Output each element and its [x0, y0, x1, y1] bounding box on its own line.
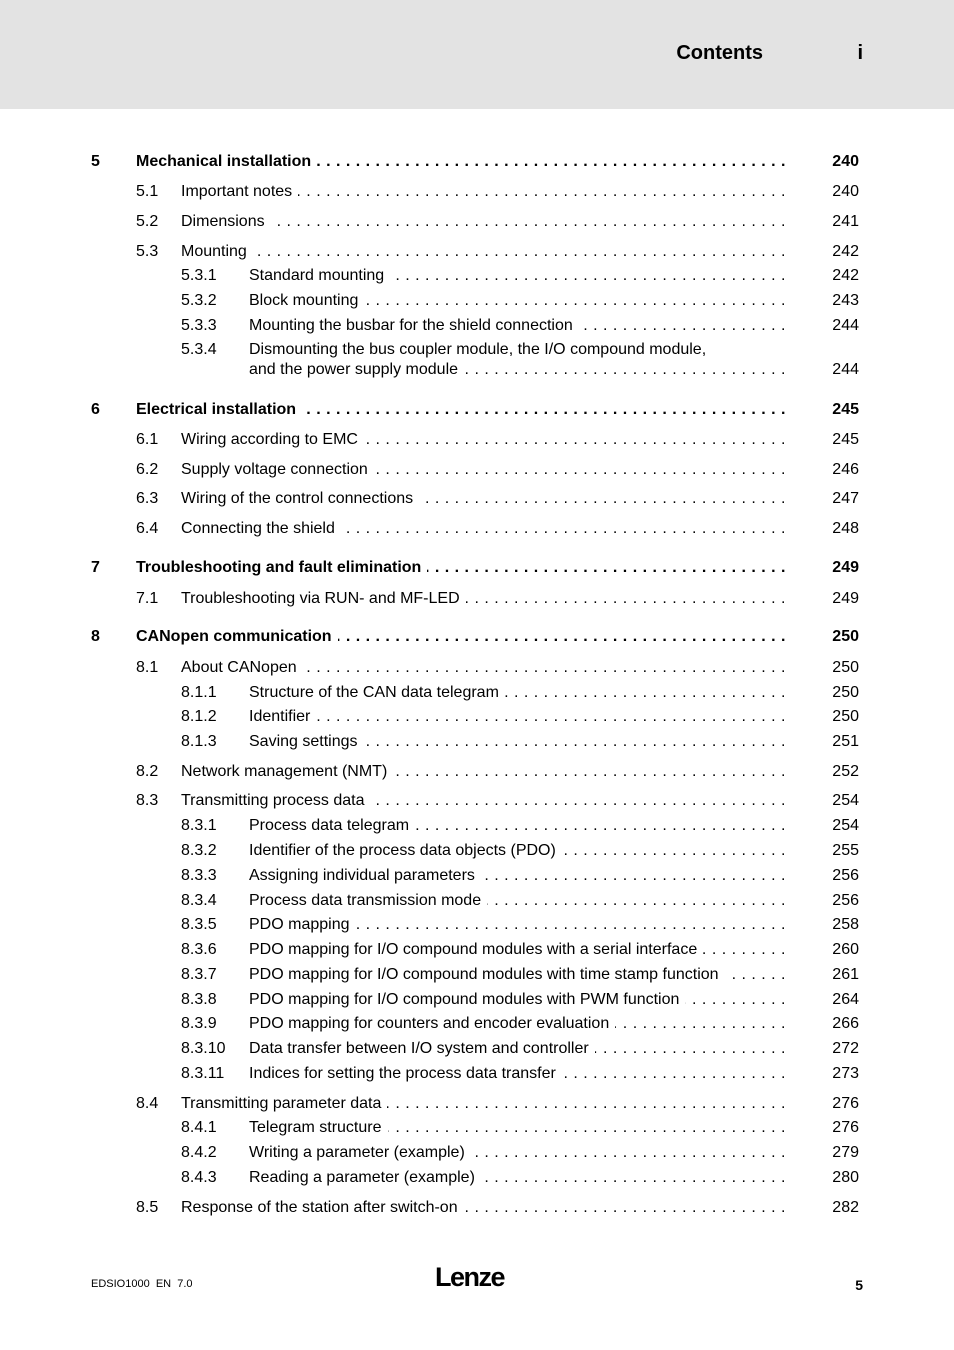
toc-entry[interactable] [0, 181, 954, 203]
toc-entry-page: 240 [832, 183, 859, 200]
toc-entry-number: 5.2 [136, 213, 159, 230]
toc-entry[interactable] [0, 488, 954, 510]
toc-entry-number: 8.4 [136, 1095, 159, 1112]
toc-leader-dots [249, 815, 786, 837]
toc-entry-page: 256 [832, 892, 859, 909]
toc-chapter-entry[interactable] [0, 557, 954, 579]
toc-entry-page: 243 [832, 292, 859, 309]
toc-entry-page: 260 [832, 941, 859, 958]
toc-entry[interactable] [0, 840, 954, 862]
toc-leader-dots [136, 399, 786, 421]
toc-leader-dots [249, 1142, 786, 1164]
lenze-logo: Lenze [435, 1262, 505, 1292]
toc-entry[interactable] [0, 761, 954, 783]
toc-entry[interactable] [0, 914, 954, 936]
toc-entry-page: 250 [832, 684, 859, 701]
toc-entry-number: 8.1.1 [181, 684, 217, 701]
toc-entry-number: 6.3 [136, 490, 159, 507]
toc-entry-title: PDO mapping for counters and encoder evaluation [249, 1015, 615, 1032]
toc-leader-dots [136, 557, 786, 579]
toc-entry-page: 250 [832, 659, 859, 676]
toc-entry-title: Block mounting [249, 292, 364, 309]
toc-entry[interactable] [0, 657, 954, 679]
toc-entry-title: Assigning individual parameters [249, 867, 481, 884]
toc-entry-title: PDO mapping for I/O compound modules with a serial interface [249, 941, 703, 958]
toc-entry-number: 8.3.10 [181, 1040, 226, 1057]
toc-entry[interactable] [0, 865, 954, 887]
toc-leader-dots [181, 181, 786, 203]
toc-entry-number: 8 [91, 628, 100, 645]
toc-entry-page: 272 [832, 1040, 859, 1057]
toc-entry[interactable] [0, 1093, 954, 1115]
page-number: 5 [855, 1277, 863, 1293]
toc-entry-number: 5.1 [136, 183, 159, 200]
toc-entry-title: Data transfer between I/O system and controller [249, 1040, 595, 1057]
toc-entry-number: 8.4.1 [181, 1119, 217, 1136]
toc-entry-title: Structure of the CAN data telegram [249, 684, 505, 701]
toc-leader-dots [136, 626, 786, 648]
toc-leader-dots [249, 865, 786, 887]
toc-leader-dots [136, 151, 786, 173]
toc-entry[interactable] [0, 290, 954, 312]
toc-leader-dots [249, 840, 786, 862]
toc-leader-dots [249, 964, 786, 986]
toc-entry[interactable] [0, 459, 954, 481]
toc-leader-dots [181, 761, 786, 783]
header-section-mark: i [857, 42, 863, 64]
toc-entry-page: 254 [832, 817, 859, 834]
toc-leader-dots [249, 359, 786, 381]
toc-chapter-entry[interactable] [0, 399, 954, 421]
toc-entry[interactable] [0, 682, 954, 704]
toc-entry-title: Wiring of the control connections [181, 490, 419, 507]
toc-entry-page: 245 [832, 401, 859, 418]
toc-leader-dots [181, 518, 786, 540]
toc-entry[interactable] [0, 518, 954, 540]
toc-leader-dots [249, 989, 786, 1011]
toc-entry-title: Identifier of the process data objects (PDO) [249, 842, 562, 859]
toc-entry[interactable] [0, 315, 954, 337]
toc-entry-page: 279 [832, 1144, 859, 1161]
toc-leader-dots [249, 265, 786, 287]
toc-entry-number: 8.1.3 [181, 733, 217, 750]
toc-entry-title: Dismounting the bus coupler module, the I/O compound module, [249, 341, 707, 358]
toc-entry-number: 8.4.2 [181, 1144, 217, 1161]
toc-entry-number: 8.3.1 [181, 817, 217, 834]
toc-entry-page: 244 [832, 361, 859, 378]
toc-leader-dots [181, 657, 786, 679]
toc-leader-dots [249, 1038, 786, 1060]
toc-leader-dots [249, 290, 786, 312]
toc-entry-title: Standard mounting [249, 267, 390, 284]
toc-entry[interactable] [0, 1038, 954, 1060]
toc-entry-title: Troubleshooting and fault elimination [136, 559, 427, 576]
toc-entry[interactable] [0, 815, 954, 837]
toc-entry-number: 5 [91, 153, 100, 170]
toc-leader-dots [181, 429, 786, 451]
toc-entry-title: Saving settings [249, 733, 364, 750]
toc-entry-title: Troubleshooting via RUN- and MF-LED [181, 590, 466, 607]
toc-entry-page: 248 [832, 520, 859, 537]
toc-entry-page: 264 [832, 991, 859, 1008]
toc-leader-dots [249, 682, 786, 704]
toc-entry-number: 8.5 [136, 1199, 159, 1216]
toc-entry-title: Important notes [181, 183, 298, 200]
toc-entry-number: 8.4.3 [181, 1169, 217, 1186]
toc-entry-page: 273 [832, 1065, 859, 1082]
toc-entry-page: 282 [832, 1199, 859, 1216]
toc-entry-page: 241 [832, 213, 859, 230]
toc-entry-page: 242 [832, 243, 859, 260]
toc-entry-number: 8.3.6 [181, 941, 217, 958]
toc-entry-title: Response of the station after switch-on [181, 1199, 464, 1216]
toc-entry-number: 7.1 [136, 590, 159, 607]
toc-entry-page: 251 [832, 733, 859, 750]
toc-entry-page: 249 [832, 590, 859, 607]
toc-entry-number: 5.3.1 [181, 267, 217, 284]
toc-entry-number: 6.1 [136, 431, 159, 448]
toc-entry-number: 8.3.5 [181, 916, 217, 933]
toc-entry-page: 254 [832, 792, 859, 809]
toc-entry-title: Dimensions [181, 213, 271, 230]
document-code: EDSIO1000 EN 7.0 [91, 1278, 193, 1290]
toc-leader-dots [181, 488, 786, 510]
toc-chapter-entry[interactable] [0, 626, 954, 648]
toc-leader-dots [249, 1167, 786, 1189]
toc-leader-dots [181, 241, 786, 263]
toc-entry[interactable] [0, 964, 954, 986]
toc-entry-page: 258 [832, 916, 859, 933]
toc-entry[interactable] [0, 939, 954, 961]
toc-entry-page: 249 [832, 559, 859, 576]
toc-entry-title: PDO mapping for I/O compound modules with PWM function [249, 991, 685, 1008]
toc-entry[interactable] [0, 706, 954, 728]
toc-entry[interactable] [0, 790, 954, 812]
toc-entry-number: 8.2 [136, 763, 159, 780]
toc-entry-title: Mechanical installation [136, 153, 317, 170]
header-title: Contents [676, 42, 763, 64]
toc-entry-title: Mounting the busbar for the shield connection [249, 317, 579, 334]
toc-leader-dots [181, 211, 786, 233]
toc-entry[interactable] [0, 989, 954, 1011]
toc-entry-page: 250 [832, 628, 859, 645]
toc-entry[interactable] [0, 890, 954, 912]
toc-entry-page: 250 [832, 708, 859, 725]
toc-entry-title: Writing a parameter (example) [249, 1144, 471, 1161]
toc-entry-number: 8.3.3 [181, 867, 217, 884]
toc-entry-number: 8.3.11 [181, 1065, 225, 1082]
toc-leader-dots [249, 315, 786, 337]
toc-leader-dots [181, 459, 786, 481]
toc-leader-dots [181, 588, 786, 610]
toc-entry[interactable] [0, 588, 954, 610]
toc-entry[interactable] [0, 1063, 954, 1085]
toc-entry-page: 246 [832, 461, 859, 478]
toc-entry-number: 5.3.3 [181, 317, 217, 334]
toc-entry-page: 280 [832, 1169, 859, 1186]
toc-entry-page: 256 [832, 867, 859, 884]
toc-entry-title: Network management (NMT) [181, 763, 393, 780]
toc-entry-number: 5.3.4 [181, 341, 217, 358]
toc-entry-number: 8.3.8 [181, 991, 217, 1008]
toc-entry-number: 5.3.2 [181, 292, 217, 309]
toc-leader-dots [249, 706, 786, 728]
toc-entry-page: 240 [832, 153, 859, 170]
toc-leader-dots [249, 1063, 786, 1085]
toc-entry[interactable] [0, 1167, 954, 1189]
toc-entry-title: Process data telegram [249, 817, 415, 834]
toc-entry-title: Electrical installation [136, 401, 302, 418]
toc-entry-number: 6.2 [136, 461, 159, 478]
toc-entry-page: 252 [832, 763, 859, 780]
toc-entry-page: 242 [832, 267, 859, 284]
toc-leader-dots [181, 1093, 786, 1115]
toc-entry-title: Connecting the shield [181, 520, 341, 537]
toc-leader-dots [249, 1117, 786, 1139]
toc-entry-page: 245 [832, 431, 859, 448]
toc-entry[interactable] [0, 241, 954, 263]
toc-entry-title: PDO mapping [249, 916, 356, 933]
toc-entry[interactable] [0, 429, 954, 451]
toc-entry-number: 8.1.2 [181, 708, 217, 725]
toc-entry-number: 8.3 [136, 792, 159, 809]
toc-entry-number: 8.3.9 [181, 1015, 217, 1032]
toc-entry-title-continued: and the power supply module [249, 361, 464, 378]
toc-entry-number: 6.4 [136, 520, 159, 537]
toc-entry-title: Mounting [181, 243, 253, 260]
toc-entry-page: 244 [832, 317, 859, 334]
toc-leader-dots [249, 939, 786, 961]
toc-entry-title: Process data transmission mode [249, 892, 487, 909]
toc-entry-title: Reading a parameter (example) [249, 1169, 481, 1186]
toc-leader-dots [249, 890, 786, 912]
toc-entry-number: 8.3.7 [181, 966, 217, 983]
toc-leader-dots [181, 1197, 786, 1219]
toc-entry-page: 276 [832, 1095, 859, 1112]
toc-entry[interactable] [0, 731, 954, 753]
toc-entry-number: 7 [91, 559, 100, 576]
toc-entry-number: 6 [91, 401, 100, 418]
toc-entry-page: 266 [832, 1015, 859, 1032]
toc-entry[interactable] [0, 1197, 954, 1219]
toc-entry-title: Indices for setting the process data transfer [249, 1065, 562, 1082]
toc-leader-dots [249, 914, 786, 936]
toc-entry[interactable] [0, 339, 954, 361]
toc-entry[interactable] [0, 211, 954, 233]
toc-entry-number: 8.1 [136, 659, 159, 676]
toc-entry-title: Transmitting process data [181, 792, 370, 809]
toc-entry-page: 255 [832, 842, 859, 859]
toc-entry-continuation[interactable] [0, 359, 954, 381]
toc-leader-dots [249, 1013, 786, 1035]
toc-entry[interactable] [0, 1142, 954, 1164]
toc-entry-title: Telegram structure [249, 1119, 388, 1136]
toc-entry[interactable] [0, 1013, 954, 1035]
toc-entry-title: CANopen communication [136, 628, 338, 645]
toc-entry-title: Wiring according to EMC [181, 431, 364, 448]
toc-entry-number: 8.3.4 [181, 892, 217, 909]
toc-entry-number: 5.3 [136, 243, 159, 260]
toc-entry[interactable] [0, 265, 954, 287]
toc-entry-title: PDO mapping for I/O compound modules with time stamp function [249, 966, 725, 983]
toc-entry-title: About CANopen [181, 659, 303, 676]
toc-chapter-entry[interactable] [0, 151, 954, 173]
toc-entry-page: 261 [832, 966, 859, 983]
toc-leader-dots [249, 731, 786, 753]
toc-entry-page: 276 [832, 1119, 859, 1136]
toc-entry-page: 247 [832, 490, 859, 507]
toc-entry-number: 8.3.2 [181, 842, 217, 859]
toc-entry-title: Identifier [249, 708, 316, 725]
toc-entry-title: Transmitting parameter data [181, 1095, 387, 1112]
toc-entry[interactable] [0, 1117, 954, 1139]
toc-entry-title: Supply voltage connection [181, 461, 374, 478]
toc-leader-dots [181, 790, 786, 812]
